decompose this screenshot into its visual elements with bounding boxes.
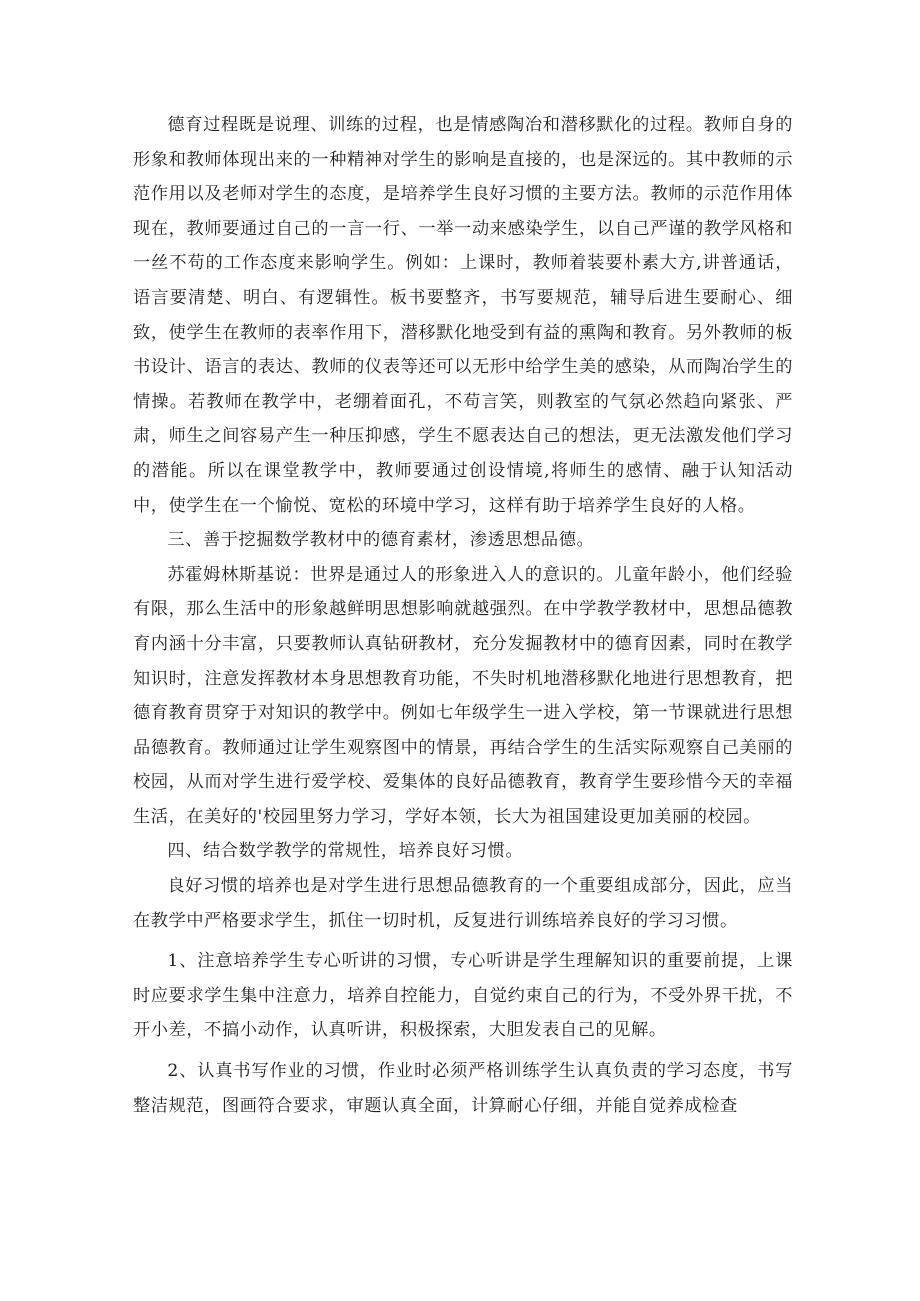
section-heading-four: 四、结合数学教学的常规性，培养良好习惯。 (167, 841, 524, 862)
numbered-item-listening: 1、注意培养学生专心听讲的习惯，专心听讲是学生理解知识的重要前提，上课时应要求学生集中注意力，培养自控能力，自觉约束自己的行为，不受外界干扰，不开小差，不搞小动作，认真听讲，积极探索，大胆发表自己的见解。 (133, 951, 793, 1041)
paragraph-teacher-example: 德育过程既是说理、训练的过程，也是情感陶冶和潜移默化的过程。教师自身的形象和教师体现出来的一种精神对学生的影响是直接的，也是深远的。其中教师的示范作用以及老师对学生的态度，是培养学生良好习惯的主要方法。教师的示范作用体现在，教师要通过自己的一言一行、一举一动来感染学生，以自己严谨的教学风格和一丝不苟的工作态度来影响学生。例如：上课时，教师着装要朴素大方,讲普通话，语言要清楚、明白、有逻辑性。板书要整齐，书写要规范，辅导后进生要耐心、细致，使学生在教师的表率作用下，潜移默化地受到有益的熏陶和教育。另外教师的板书设计、语言的表达、教师的仪表等还可以无形中给学生美的感染，从而陶冶学生的情操。若教师在教学中，老绷着面孔，不苟言笑，则教室的气氛必然趋向紧张、严肃，师生之间容易产生一种压抑感，学生不愿表达自己的想法，更无法激发他们学习的潜能。所以在课堂教学中，教师要通过创设情境,将师生的感情、融于认知活动中，使学生在一个愉悦、宽松的环境中学习，这样有助于培养学生良好的人格。 (133, 115, 793, 516)
section-heading-three: 三、善于挖掘数学教材中的德育素材，渗透思想品德。 (167, 530, 595, 551)
paragraph-textbook-materials: 苏霍姆林斯基说：世界是通过人的形象进入人的意识的。儿童年龄小，他们经验有限，那么生活中的形象越鲜明思想影响就越强烈。在中学教学教材中，思想品德教育内涵十分丰富，只要教师认真钻研教材，充分发掘教材中的德育因素，同时在教学知识时，注意发挥教材本身思想教育功能，不失时机地潜移默化地进行思想教育，把德育教育贯穿于对知识的教学中。例如七年级学生一进入学校，第一节课就进行思想品德教育。教师通过让学生观察图中的情景，再结合学生的生活实际观察自己美丽的校园，从而对学生进行爱学校、爱集体的良好品德教育，教育学生要珍惜今天的幸福生活，在美好的'校园里努力学习，学好本领，长大为祖国建设更加美丽的校园。 (133, 564, 793, 827)
paragraph-good-habits: 良好习惯的培养也是对学生进行思想品德教育的一个重要组成部分，因此，应当在教学中严格要求学生，抓住一切时机，反复进行训练培养良好的学习习惯。 (133, 876, 793, 931)
numbered-item-homework: 2、认真书写作业的习惯，作业时必须严格训练学生认真负责的学习态度，书写整洁规范，图画符合要求，审题认真全面，计算耐心仔细，并能自觉养成检查 (133, 1061, 793, 1116)
document-body (133, 108, 793, 1123)
